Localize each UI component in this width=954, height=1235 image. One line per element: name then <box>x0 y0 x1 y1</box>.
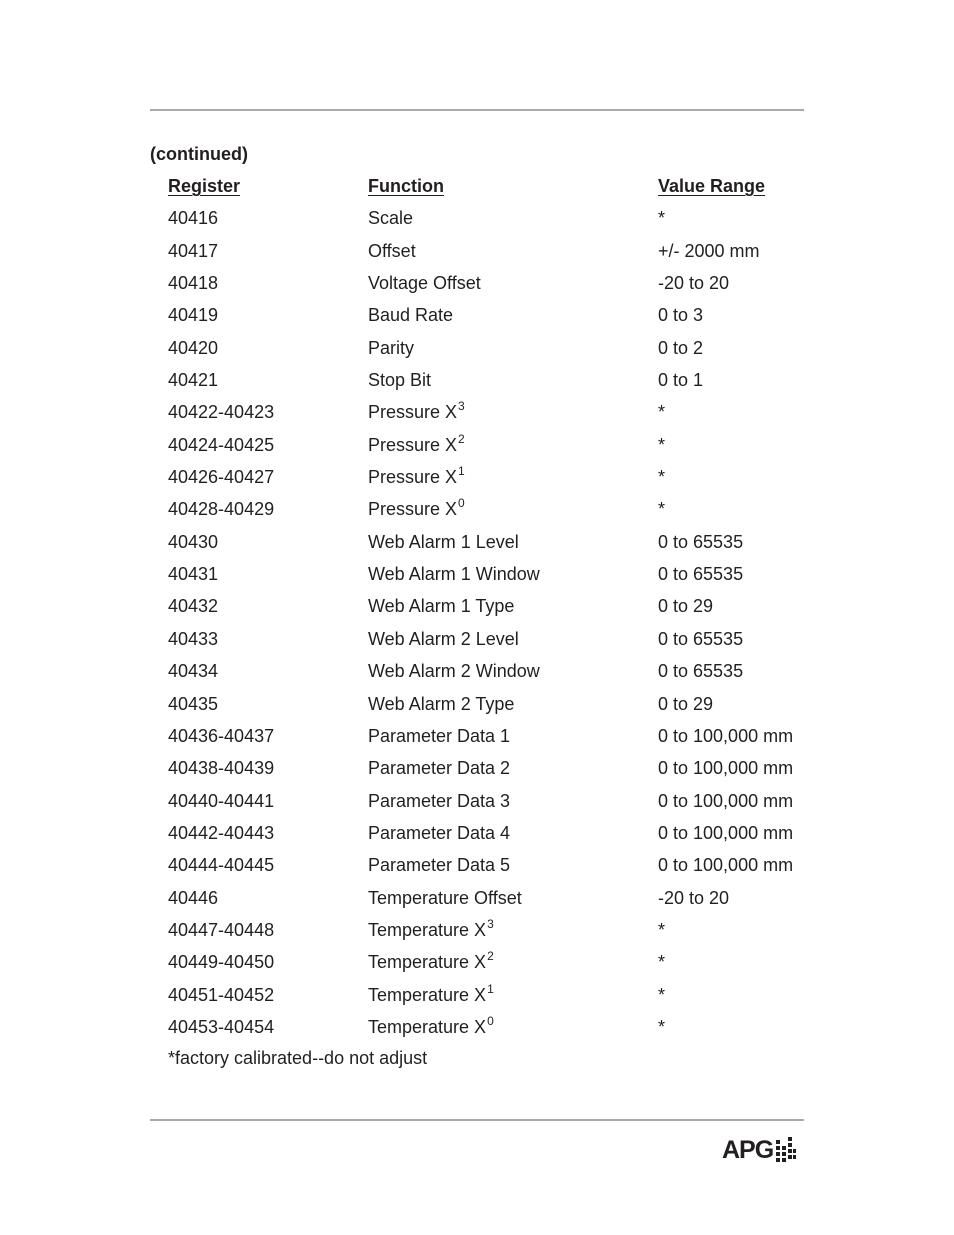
table-row <box>168 497 808 529</box>
function-text: Parameter Data 4 <box>368 822 511 843</box>
table-row <box>168 433 808 465</box>
value-range-cell: * <box>658 919 666 940</box>
register-cell: 40435 <box>168 693 219 714</box>
register-cell: 40430 <box>168 531 219 552</box>
exponent: 0 <box>458 496 465 511</box>
register-cell: 40449-40450 <box>168 952 275 973</box>
logo-dot-grid-icon <box>775 1137 797 1163</box>
value-range-cell: * <box>658 402 666 423</box>
register-cell: 40420 <box>168 337 219 358</box>
value-range-cell: -20 to 20 <box>658 273 730 294</box>
table-row <box>168 1015 808 1047</box>
value-range-cell: 0 to 100,000 mm <box>658 725 794 746</box>
function-text: Pressure X <box>368 499 458 520</box>
table-row <box>168 271 808 303</box>
register-cell: 40436-40437 <box>168 725 275 746</box>
function-cell <box>368 983 494 1009</box>
value-range-cell: 0 to 100,000 mm <box>658 822 794 843</box>
function-cell <box>368 239 416 263</box>
function-text: Pressure X <box>368 434 458 455</box>
function-text: Web Alarm 1 Window <box>368 564 540 585</box>
table-row <box>168 562 808 594</box>
function-text: Temperature X <box>368 1016 487 1037</box>
exponent: 1 <box>458 464 465 479</box>
function-cell <box>368 271 481 295</box>
function-text: Voltage Offset <box>368 273 481 294</box>
logo-text: APG <box>722 1136 774 1164</box>
function-cell <box>368 724 510 748</box>
register-cell: 40442-40443 <box>168 822 275 843</box>
function-text: Stop Bit <box>368 370 432 391</box>
value-range-cell: * <box>658 467 666 488</box>
table-row <box>168 756 808 788</box>
exponent: 0 <box>487 1013 494 1028</box>
function-cell <box>368 400 465 426</box>
table-header-row <box>168 174 808 206</box>
register-cell: 40438-40439 <box>168 758 275 779</box>
value-range-cell: 0 to 65535 <box>658 531 744 552</box>
value-range-cell: 0 to 100,000 mm <box>658 758 794 779</box>
register-cell: 40416 <box>168 208 219 229</box>
value-range-cell: 0 to 1 <box>658 370 704 391</box>
function-text: Temperature X <box>368 919 487 940</box>
header-function: Function <box>368 176 444 196</box>
value-range-cell: 0 to 100,000 mm <box>658 790 794 811</box>
footnote: *factory calibrated--do not adjust <box>168 1048 428 1068</box>
table-row <box>168 400 808 432</box>
register-cell: 40451-40452 <box>168 984 275 1005</box>
function-cell <box>368 627 519 651</box>
function-cell <box>368 594 514 618</box>
function-text: Pressure X <box>368 467 458 488</box>
function-text: Baud Rate <box>368 305 454 326</box>
function-text: Web Alarm 2 Type <box>368 693 515 714</box>
register-cell: 40422-40423 <box>168 402 275 423</box>
value-range-cell: 0 to 65535 <box>658 628 744 649</box>
function-text: Scale <box>368 208 414 229</box>
register-cell: 40434 <box>168 661 219 682</box>
value-range-cell: -20 to 20 <box>658 887 730 908</box>
header-register: Register <box>168 176 241 196</box>
function-text: Temperature X <box>368 952 487 973</box>
table-row <box>168 659 808 691</box>
table-row <box>168 983 808 1015</box>
header-value-range: Value Range <box>658 176 766 196</box>
register-cell: 40426-40427 <box>168 467 275 488</box>
function-cell <box>368 918 494 944</box>
exponent: 3 <box>458 399 465 414</box>
value-range-cell: 0 to 65535 <box>658 564 744 585</box>
value-range-cell: * <box>658 434 666 455</box>
value-range-cell: 0 to 2 <box>658 337 704 358</box>
function-text: Web Alarm 1 Level <box>368 531 519 552</box>
value-range-cell: 0 to 29 <box>658 693 714 714</box>
value-range-cell: * <box>658 499 666 520</box>
function-cell <box>368 206 413 230</box>
register-cell: 40440-40441 <box>168 790 275 811</box>
exponent: 3 <box>487 916 494 931</box>
register-cell: 40447-40448 <box>168 919 275 940</box>
table-row <box>168 594 808 626</box>
value-range-cell: 0 to 100,000 mm <box>658 855 794 876</box>
value-range-cell: +/- 2000 mm <box>658 240 760 261</box>
continued-label: (continued) <box>150 144 248 164</box>
function-text: Parity <box>368 337 415 358</box>
register-cell: 40432 <box>168 596 219 617</box>
function-text: Parameter Data 3 <box>368 790 511 811</box>
function-cell <box>368 368 431 392</box>
register-cell: 40419 <box>168 305 219 326</box>
register-cell: 40446 <box>168 887 219 908</box>
exponent: 2 <box>487 949 494 964</box>
register-cell: 40424-40425 <box>168 434 275 455</box>
function-cell <box>368 433 465 459</box>
table-row <box>168 853 808 885</box>
function-text: Pressure X <box>368 402 458 423</box>
function-text: Parameter Data 1 <box>368 725 511 746</box>
function-text: Web Alarm 1 Type <box>368 596 515 617</box>
function-text: Temperature Offset <box>368 887 522 908</box>
value-range-cell: * <box>658 1016 666 1037</box>
table-row <box>168 465 808 497</box>
function-cell <box>368 465 465 491</box>
function-cell <box>368 336 414 360</box>
exponent: 1 <box>487 981 494 996</box>
value-range-cell: * <box>658 952 666 973</box>
exponent: 2 <box>458 431 465 446</box>
function-cell <box>368 692 514 716</box>
register-cell: 40444-40445 <box>168 855 275 876</box>
register-cell: 40418 <box>168 273 219 294</box>
register-cell: 40417 <box>168 240 219 261</box>
function-cell <box>368 659 540 683</box>
function-text: Parameter Data 2 <box>368 758 511 779</box>
register-cell: 40428-40429 <box>168 499 275 520</box>
register-cell: 40431 <box>168 564 219 585</box>
table-row <box>168 821 808 853</box>
table-row <box>168 303 808 335</box>
function-cell <box>368 497 465 523</box>
value-range-cell: 0 to 65535 <box>658 661 744 682</box>
table-row <box>168 789 808 821</box>
function-cell <box>368 303 453 327</box>
table-row <box>168 950 808 982</box>
function-text: Parameter Data 5 <box>368 855 511 876</box>
table-row <box>168 336 808 368</box>
function-text: Web Alarm 2 Level <box>368 628 519 649</box>
function-cell <box>368 756 510 780</box>
apg-logo <box>722 1136 797 1164</box>
value-range-cell: * <box>658 984 666 1005</box>
register-cell: 40421 <box>168 370 219 391</box>
register-table <box>168 174 808 1047</box>
value-range-cell: 0 to 29 <box>658 596 714 617</box>
bottom-divider <box>150 1119 804 1121</box>
function-text: Temperature X <box>368 984 487 1005</box>
table-row <box>168 627 808 659</box>
table-row <box>168 368 808 400</box>
function-cell <box>368 562 540 586</box>
table-row <box>168 724 808 756</box>
function-cell <box>368 886 522 910</box>
function-text: Web Alarm 2 Window <box>368 661 540 682</box>
table-row <box>168 239 808 271</box>
function-cell <box>368 530 519 554</box>
function-cell <box>368 821 510 845</box>
register-cell: 40453-40454 <box>168 1016 275 1037</box>
value-range-cell: 0 to 3 <box>658 305 704 326</box>
table-body <box>168 206 808 1047</box>
function-cell <box>368 950 494 976</box>
top-divider <box>150 109 804 111</box>
value-range-cell: * <box>658 208 666 229</box>
table-row <box>168 918 808 950</box>
function-cell <box>368 853 510 877</box>
register-cell: 40433 <box>168 628 219 649</box>
table-row <box>168 206 808 238</box>
table-row <box>168 886 808 918</box>
table-row <box>168 692 808 724</box>
function-cell <box>368 789 510 813</box>
function-cell <box>368 1015 494 1041</box>
function-text: Offset <box>368 240 416 261</box>
table-row <box>168 530 808 562</box>
